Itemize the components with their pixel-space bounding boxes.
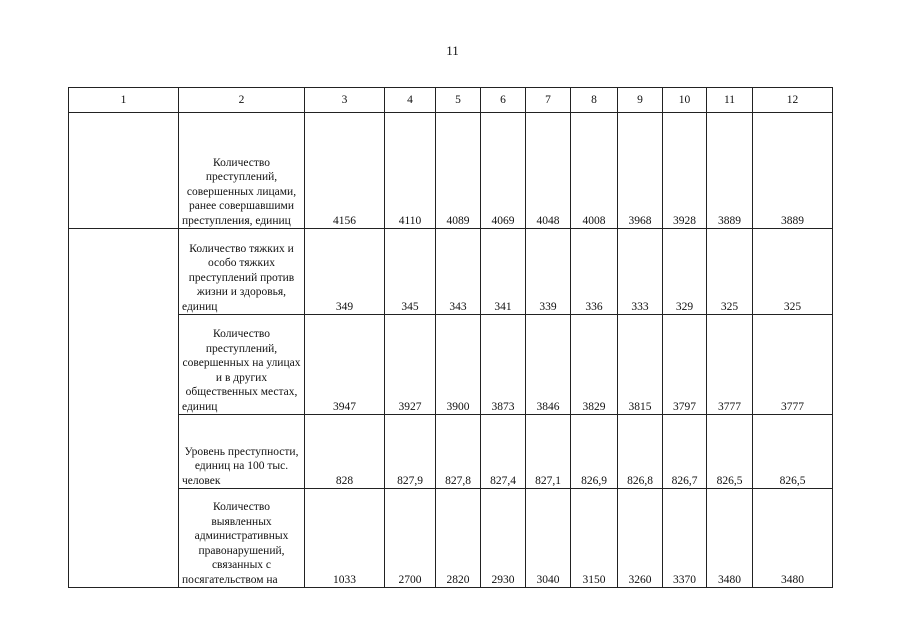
value-cell: 826,8	[618, 415, 663, 489]
value-cell: 3480	[707, 489, 753, 588]
value-cell: 3150	[571, 489, 618, 588]
table-row	[69, 229, 833, 315]
value-cell: 4069	[481, 113, 526, 229]
value-cell: 826,7	[663, 415, 707, 489]
header-row	[69, 88, 833, 113]
value-cell: 826,5	[753, 415, 833, 489]
column-header: 12	[753, 88, 833, 113]
value-cell: 2820	[436, 489, 481, 588]
value-cell: 4156	[305, 113, 385, 229]
column-header: 5	[436, 88, 481, 113]
value-cell: 827,4	[481, 415, 526, 489]
indicator-label: Количество преступлений, совершенных на улицах и в других общественных местах, единиц	[179, 315, 305, 415]
value-cell: 3873	[481, 315, 526, 415]
column-header: 1	[69, 88, 179, 113]
value-cell: 3797	[663, 315, 707, 415]
value-cell: 325	[753, 229, 833, 315]
value-cell: 827,8	[436, 415, 481, 489]
value-cell: 827,9	[385, 415, 436, 489]
value-cell: 2930	[481, 489, 526, 588]
value-cell: 3777	[753, 315, 833, 415]
value-cell: 341	[481, 229, 526, 315]
indicators-table	[68, 87, 833, 588]
value-cell: 3928	[663, 113, 707, 229]
value-cell: 3260	[618, 489, 663, 588]
value-cell: 4110	[385, 113, 436, 229]
indicator-label: Количество преступлений, совершенных лицами, ранее совершавшими преступления, единиц	[179, 113, 305, 229]
value-cell: 3889	[753, 113, 833, 229]
value-cell: 4089	[436, 113, 481, 229]
value-cell: 333	[618, 229, 663, 315]
table-row	[69, 315, 833, 415]
value-cell: 2700	[385, 489, 436, 588]
column-header: 11	[707, 88, 753, 113]
column-header: 2	[179, 88, 305, 113]
column-header: 4	[385, 88, 436, 113]
column-header: 10	[663, 88, 707, 113]
value-cell: 329	[663, 229, 707, 315]
value-cell: 339	[526, 229, 571, 315]
column-header: 7	[526, 88, 571, 113]
indicator-label: Количество выявленных административных правонарушений, связанных с посягательством на	[179, 489, 305, 588]
row-number-cell	[69, 113, 179, 229]
value-cell: 3889	[707, 113, 753, 229]
table-row	[69, 415, 833, 489]
value-cell: 343	[436, 229, 481, 315]
value-cell: 828	[305, 415, 385, 489]
value-cell: 3927	[385, 315, 436, 415]
value-cell: 826,5	[707, 415, 753, 489]
value-cell: 3370	[663, 489, 707, 588]
value-cell: 1033	[305, 489, 385, 588]
value-cell: 336	[571, 229, 618, 315]
value-cell: 4048	[526, 113, 571, 229]
value-cell: 325	[707, 229, 753, 315]
value-cell: 349	[305, 229, 385, 315]
indicator-label: Количество тяжких и особо тяжких преступлений против жизни и здоровья, единиц	[179, 229, 305, 315]
value-cell: 827,1	[526, 415, 571, 489]
table-row	[69, 489, 833, 588]
value-cell: 4008	[571, 113, 618, 229]
column-header: 9	[618, 88, 663, 113]
value-cell: 826,9	[571, 415, 618, 489]
column-header: 8	[571, 88, 618, 113]
value-cell: 3040	[526, 489, 571, 588]
value-cell: 345	[385, 229, 436, 315]
value-cell: 3815	[618, 315, 663, 415]
value-cell: 3829	[571, 315, 618, 415]
table-row	[69, 113, 833, 229]
value-cell: 3846	[526, 315, 571, 415]
column-header: 6	[481, 88, 526, 113]
value-cell: 3900	[436, 315, 481, 415]
column-header: 3	[305, 88, 385, 113]
value-cell: 3480	[753, 489, 833, 588]
row-number-cell	[69, 229, 179, 588]
indicator-label: Уровень преступности, единиц на 100 тыс. человек	[179, 415, 305, 489]
page-number: 11	[446, 43, 459, 58]
value-cell: 3777	[707, 315, 753, 415]
value-cell: 3968	[618, 113, 663, 229]
value-cell: 3947	[305, 315, 385, 415]
